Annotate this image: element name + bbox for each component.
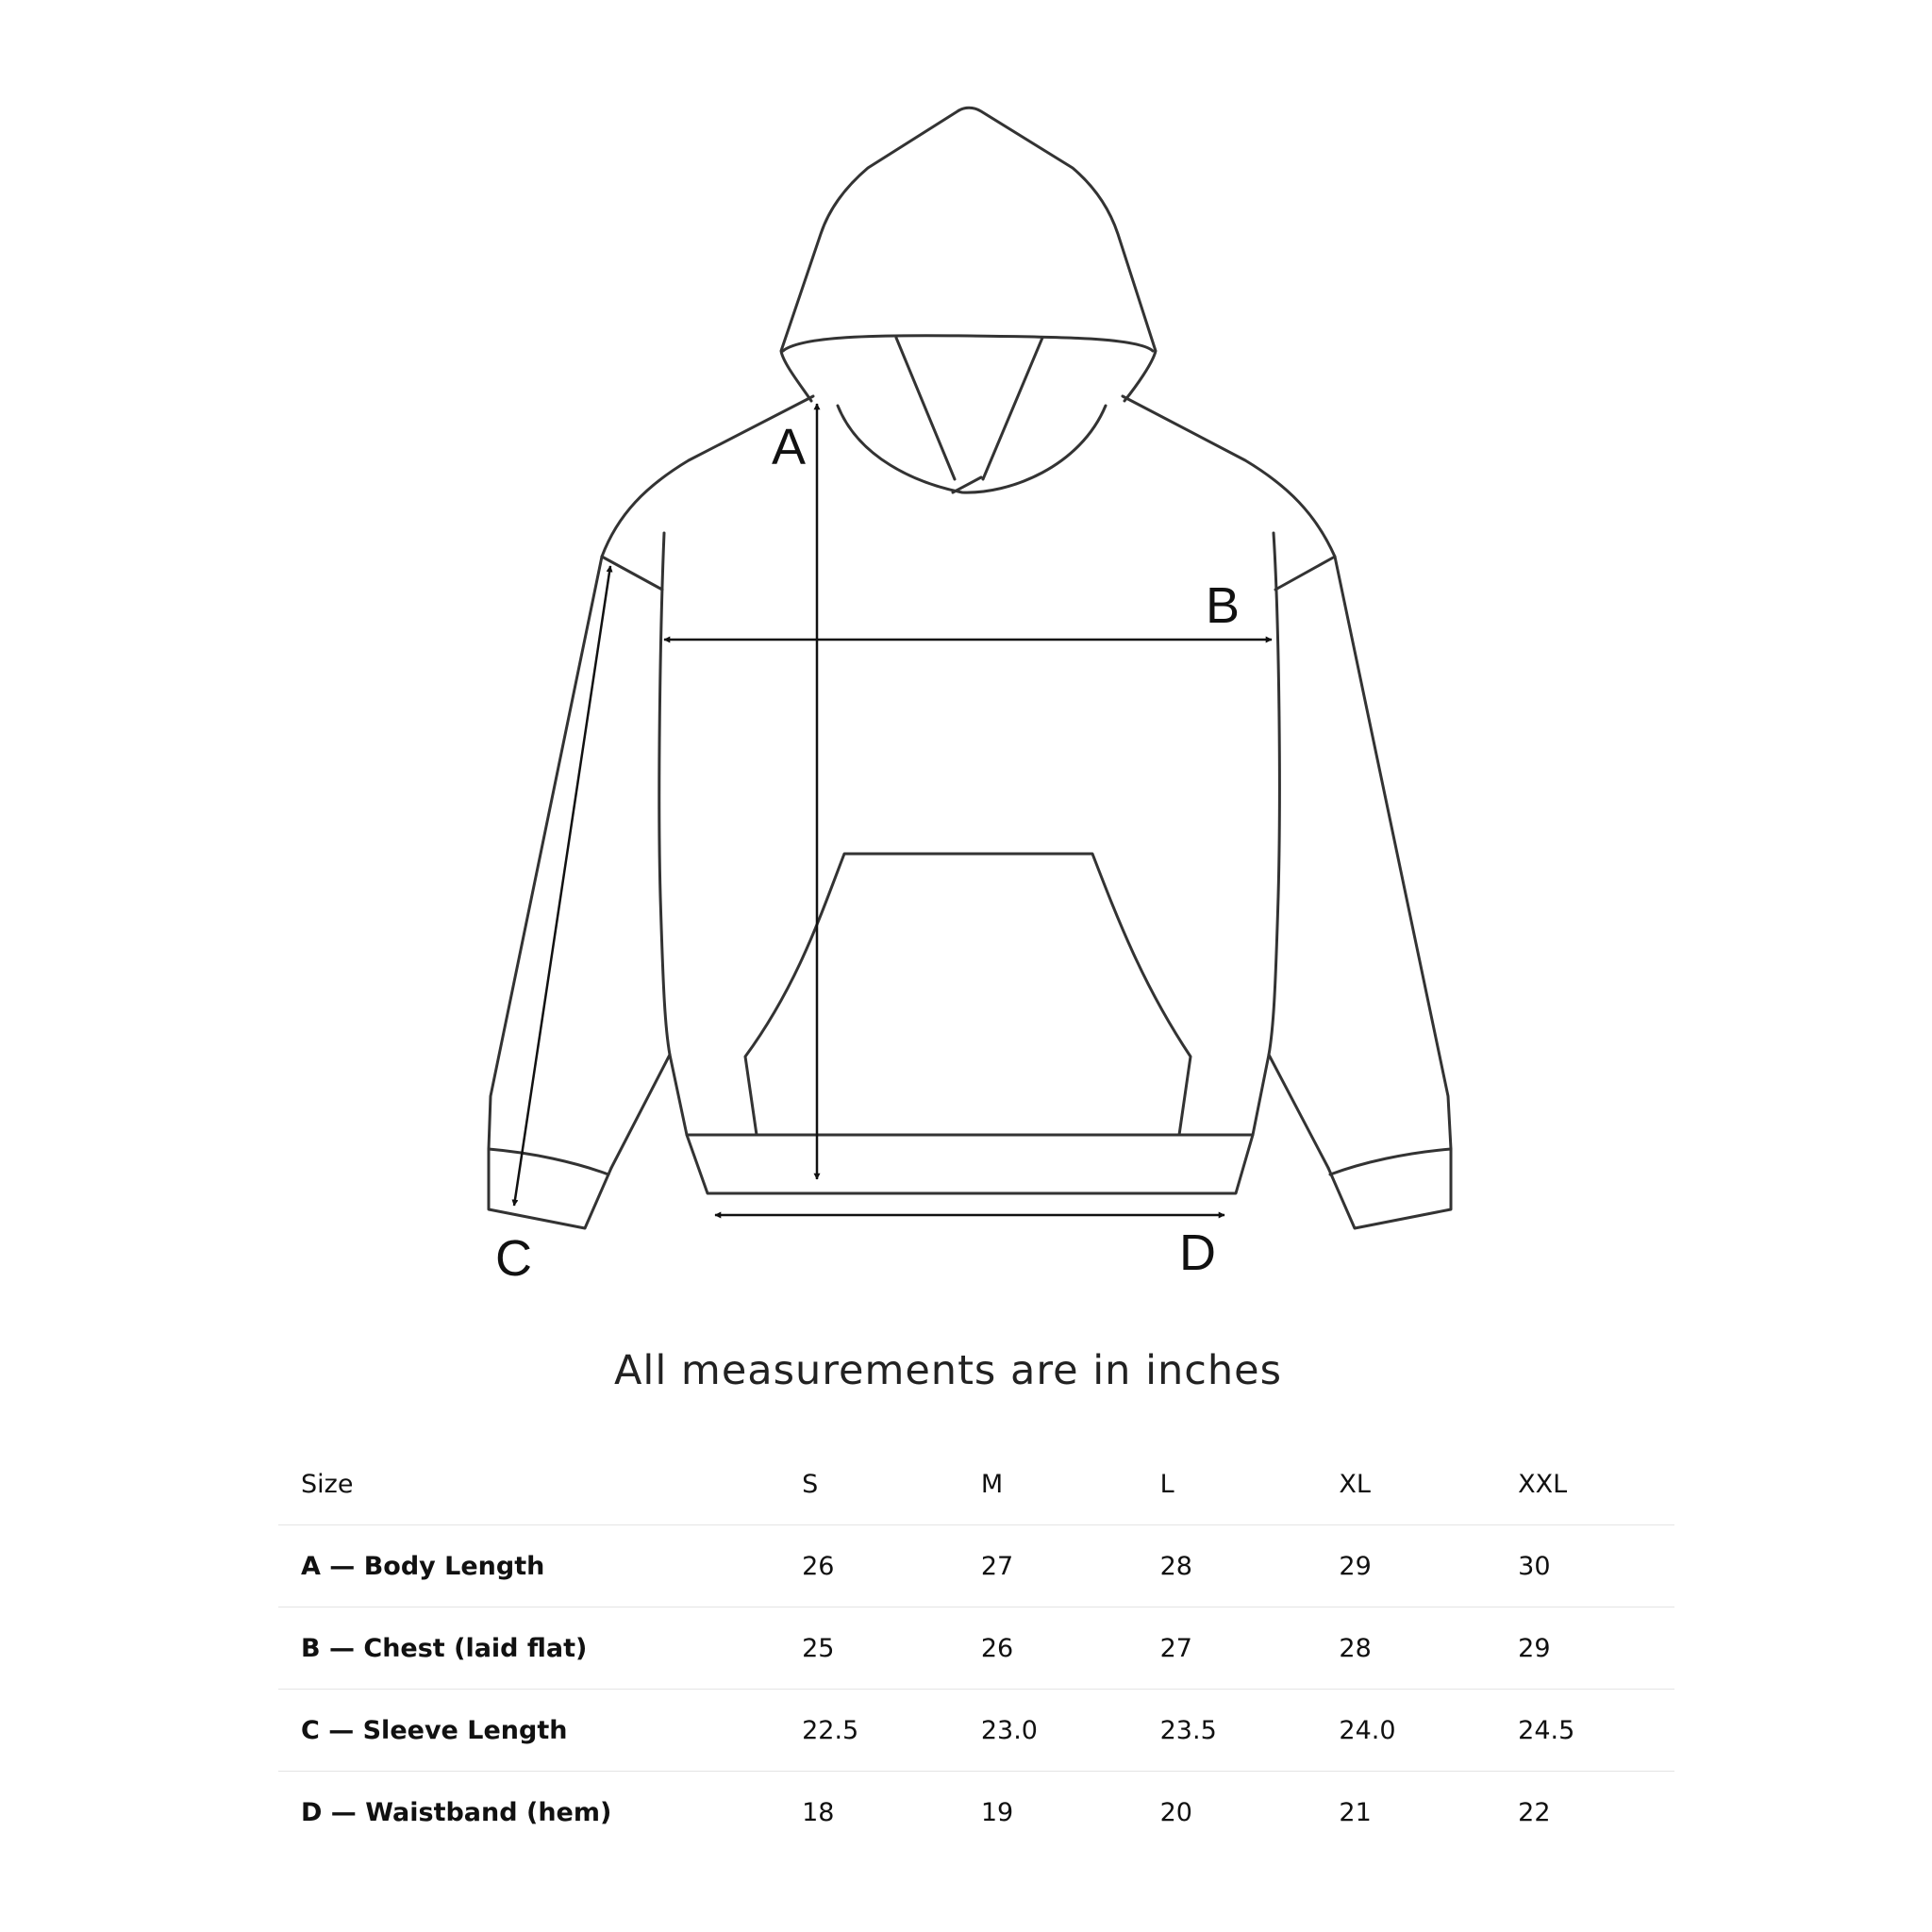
hood-outline bbox=[781, 108, 1156, 401]
table-cell: 30 bbox=[1495, 1525, 1674, 1607]
body-lower-left bbox=[670, 1055, 687, 1135]
hood-drawstring-right bbox=[983, 338, 1042, 479]
table-cell: 24.5 bbox=[1495, 1690, 1674, 1772]
table-cell: 26 bbox=[779, 1525, 958, 1607]
right-cuff-seam bbox=[1330, 1149, 1451, 1174]
size-header-cell: M bbox=[980, 1469, 1004, 1499]
right-armhole-seam bbox=[1275, 557, 1335, 590]
size-header-cell: S bbox=[802, 1469, 819, 1499]
left-sleeve-inner bbox=[611, 1055, 670, 1168]
table-cell: 27 bbox=[958, 1525, 1138, 1607]
row-label: D — Waistband (hem) bbox=[278, 1772, 779, 1854]
size-header-row bbox=[278, 1443, 1674, 1525]
arrow-c-sleeve-length bbox=[514, 566, 610, 1206]
left-cuff bbox=[489, 1149, 611, 1228]
waistband bbox=[687, 1135, 1253, 1193]
table-row bbox=[278, 1772, 1674, 1854]
label-d: D bbox=[1179, 1224, 1216, 1281]
table-row bbox=[278, 1607, 1674, 1690]
right-sleeve-inner bbox=[1269, 1055, 1328, 1168]
body-lower-right bbox=[1253, 1055, 1269, 1135]
size-header-cell: XXL bbox=[1518, 1469, 1568, 1499]
table-cell: 22.5 bbox=[779, 1690, 958, 1772]
table-cell: 20 bbox=[1138, 1772, 1317, 1854]
table-cell: 29 bbox=[1316, 1525, 1495, 1607]
table-cell: 23.0 bbox=[958, 1690, 1138, 1772]
left-armhole-seam bbox=[602, 557, 662, 590]
row-label: B — Chest (laid flat) bbox=[278, 1607, 779, 1690]
right-shoulder bbox=[1123, 396, 1335, 557]
measurement-arrows bbox=[514, 404, 1272, 1215]
table-cell: 26 bbox=[958, 1607, 1138, 1690]
table-cell: 18 bbox=[779, 1772, 958, 1854]
table-cell: 21 bbox=[1316, 1772, 1495, 1854]
size-header-cell: L bbox=[1159, 1469, 1174, 1499]
table-cell: 25 bbox=[779, 1607, 958, 1690]
table-cell: 28 bbox=[1138, 1525, 1317, 1607]
size-header-cell: XL bbox=[1339, 1469, 1371, 1499]
left-body-side-top bbox=[659, 533, 670, 1055]
table-cell: 24.0 bbox=[1316, 1690, 1495, 1772]
row-label: A — Body Length bbox=[278, 1525, 779, 1607]
hood-drawstring-left bbox=[896, 338, 955, 479]
table-cell: 29 bbox=[1495, 1607, 1674, 1690]
row-label: C — Sleeve Length bbox=[278, 1690, 779, 1772]
left-sleeve-outer bbox=[489, 557, 602, 1149]
table-cell: 27 bbox=[1138, 1607, 1317, 1690]
hood-neck-seam bbox=[953, 477, 981, 492]
right-cuff bbox=[1328, 1149, 1451, 1228]
table-cell: 22 bbox=[1495, 1772, 1674, 1854]
hood-opening bbox=[783, 336, 1153, 351]
right-body-side-top bbox=[1269, 533, 1279, 1055]
table-cell: 28 bbox=[1316, 1607, 1495, 1690]
table-row bbox=[278, 1525, 1674, 1607]
units-caption: All measurements are in inches bbox=[613, 1347, 1283, 1394]
table-cell: 23.5 bbox=[1138, 1690, 1317, 1772]
label-a: A bbox=[772, 419, 807, 475]
label-c: C bbox=[495, 1230, 532, 1287]
table-cell: 19 bbox=[958, 1772, 1138, 1854]
table-row bbox=[278, 1690, 1674, 1772]
label-b: B bbox=[1206, 577, 1241, 634]
hood-neck bbox=[838, 406, 1106, 492]
kangaroo-pocket bbox=[745, 854, 1191, 1135]
hoodie-outline bbox=[489, 108, 1451, 1228]
size-chart-table bbox=[278, 1443, 1674, 1853]
left-cuff-seam bbox=[489, 1149, 608, 1174]
size-header-label: Size bbox=[301, 1469, 354, 1499]
right-sleeve-outer bbox=[1335, 557, 1451, 1149]
